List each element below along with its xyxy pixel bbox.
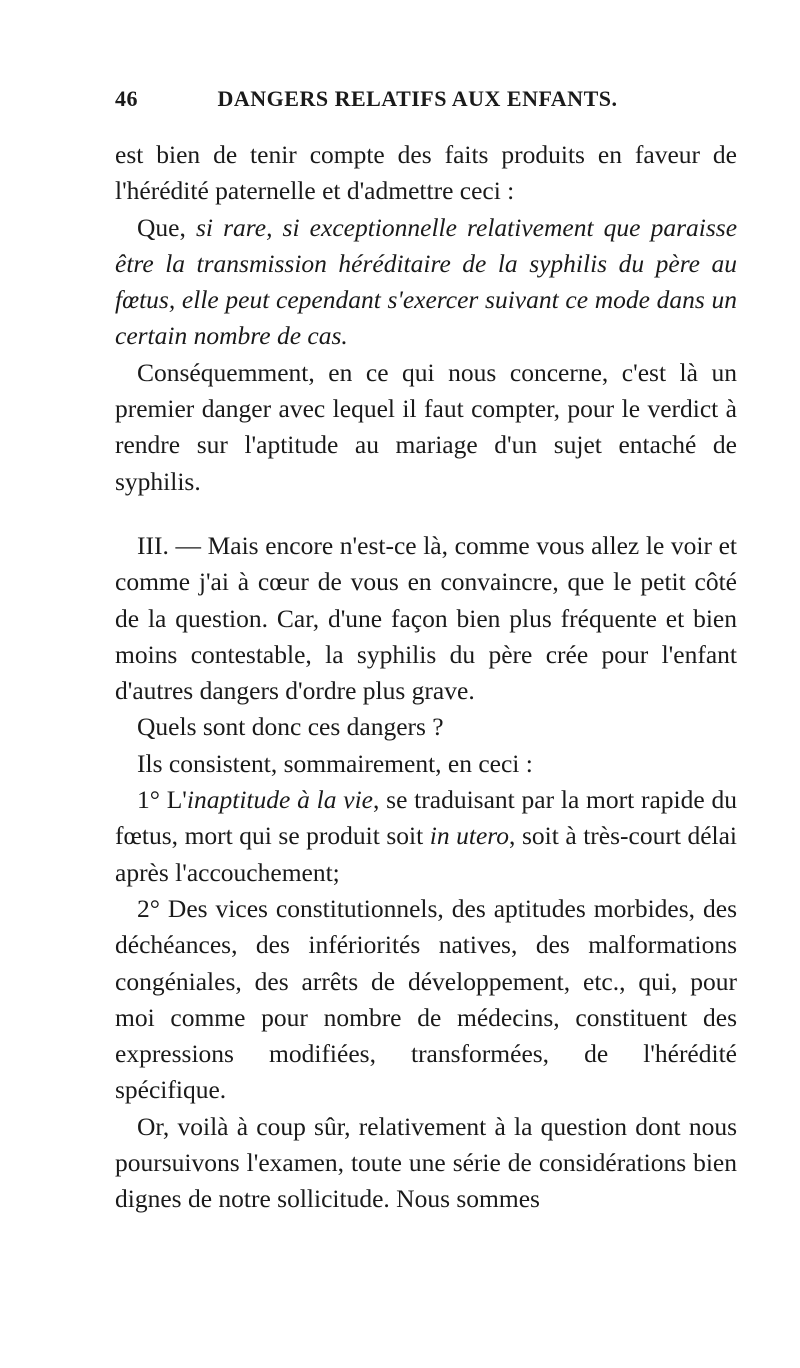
list-item-1-tail: , soit à très-court délai après l'accouchement;	[115, 821, 738, 887]
list-item-1	[115, 782, 737, 891]
list-item-1-latin-term: in utero	[429, 821, 510, 851]
page-number: 46	[115, 86, 138, 111]
paragraph-section-iii: III. — Mais encore n'est-ce là, comme vous allez le voir et comme j'ai à cœur de vous en convaincre, que le petit côté de la question. Car, d'une façon bien plus fréquente et bien moins contestable, la syphilis du père crée pour l'enfant d'autres dangers d'ordre plus grave.	[115, 530, 737, 706]
paragraph-conclusion: Or, voilà à coup sûr, relativement à la question dont nous poursuivons l'examen, toute une série de considérations bien dignes de notre sollicitude. Nous sommes	[115, 1111, 737, 1214]
italic-statement: si rare, si exceptionnelle relativement que paraisse être la transmission héréditaire de la syphilis du père au fœtus, elle peut cependant s'exercer suivant ce mode dans un certain nombre de cas.	[115, 212, 738, 351]
paragraph-continuation: est bien de tenir compte des faits produits en faveur de l'hérédité paternelle et d'admettre ceci :	[115, 140, 737, 206]
list-item-1-mid: , se traduisant par la mort rapide du fœtus, mort qui se produit soit	[115, 785, 737, 851]
body-text	[115, 137, 737, 1218]
paragraph-consequence: Conséquemment, en ce qui nous concerne, c'est là un premier danger avec lequel il faut compter, pour le verdict à rendre sur l'aptitude au mariage d'un sujet entaché de syphilis.	[115, 357, 737, 496]
lead-text: Que,	[137, 212, 196, 242]
list-item-1-italic-term: inaptitude à la vie	[186, 785, 373, 815]
list-item-1-lead: 1° L'	[137, 785, 187, 815]
page-header	[115, 86, 720, 116]
paragraph-question: Quels sont donc ces dangers ?	[137, 712, 444, 742]
list-item-2: 2° Des vices constitutionnels, des aptitudes morbides, des déchéances, des infériorités natives, des malformations congéniales, des arrêts de développement, etc., qui, pour moi comme pour nombre de médecins, constituent des expressions modifiées, transformées, de l'hérédité spécifique.	[115, 893, 737, 1105]
paragraph-italic-statement	[115, 210, 737, 355]
running-title: DANGERS RELATIFS AUX ENFANTS.	[217, 86, 618, 111]
paragraph-intro-list: Ils consistent, sommairement, en ceci :	[137, 748, 533, 778]
